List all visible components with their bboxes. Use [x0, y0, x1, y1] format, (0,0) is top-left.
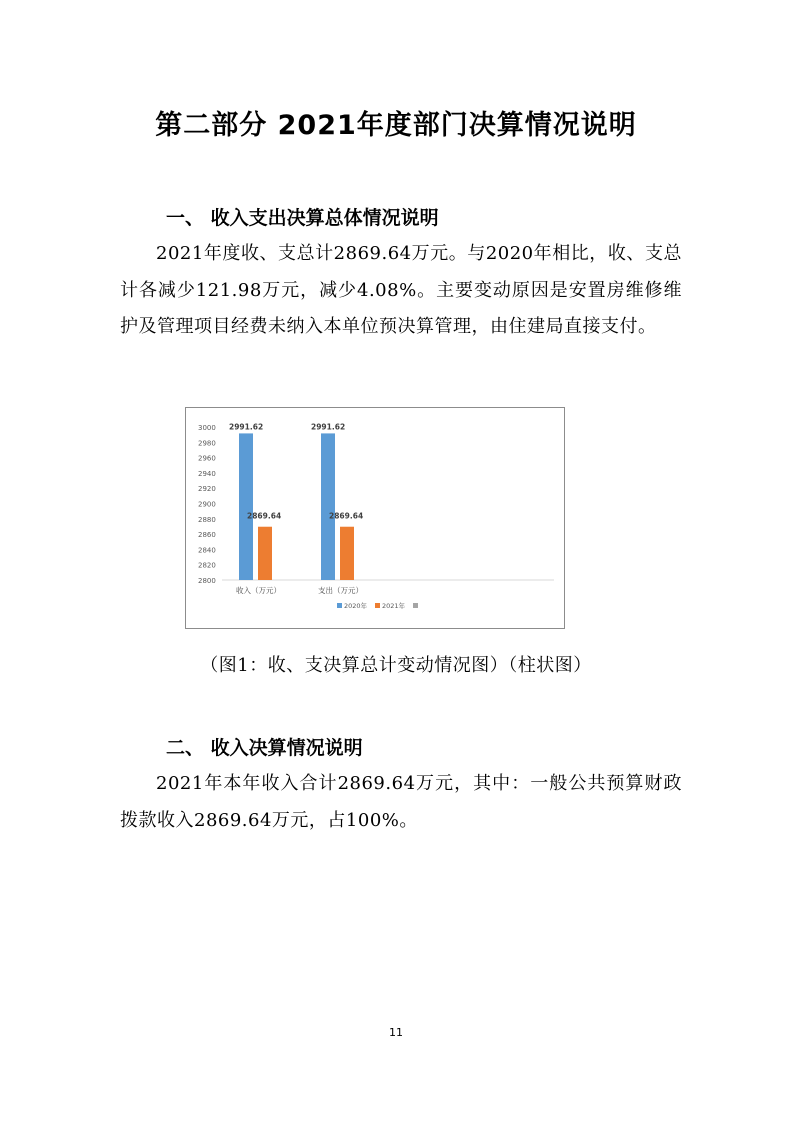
y-tick-label: 2900 — [198, 500, 216, 509]
y-tick-label: 2800 — [198, 577, 216, 585]
page-number: 11 — [389, 1026, 403, 1039]
legend-swatch — [413, 603, 418, 608]
data-label: 2869.64 — [247, 511, 282, 521]
bar-2020 — [321, 433, 335, 580]
y-tick-label: 2920 — [198, 485, 216, 494]
section-1-heading: 一、 收入支出决算总体情况说明 — [166, 207, 439, 229]
data-label: 2869.64 — [329, 511, 364, 521]
section-2-paragraph: 2021年本年收入合计2869.64万元，其中：一般公共预算财政拨款收入2869.64万元，占100%。 — [120, 773, 682, 831]
y-tick-label: 2860 — [198, 531, 216, 540]
y-tick-label: 2840 — [198, 546, 216, 555]
y-tick-label: 2880 — [198, 515, 216, 524]
legend-label: 2021年 — [382, 602, 406, 610]
bar-chart — [186, 408, 564, 628]
y-tick-label: 2980 — [198, 439, 216, 448]
data-label: 2991.62 — [229, 422, 264, 432]
data-label: 2991.62 — [311, 422, 346, 432]
legend-swatch — [337, 603, 342, 608]
y-tick-label: 2960 — [198, 454, 216, 463]
bar-chart-frame — [185, 407, 565, 629]
y-tick-label: 3000 — [198, 424, 216, 432]
x-tick-label: 支出（万元） — [318, 586, 363, 595]
page-title: 第二部分 2021年度部门决算情况说明 — [155, 110, 637, 141]
bar-2021 — [258, 527, 272, 580]
section-2-heading: 二、 收入决算情况说明 — [166, 737, 363, 759]
legend-swatch — [375, 603, 380, 608]
bar-2021 — [340, 527, 354, 580]
y-tick-label: 2940 — [198, 469, 216, 478]
figure-caption: （图1：收、支决算总计变动情况图）（柱状图） — [200, 655, 592, 676]
x-tick-label: 收入（万元） — [236, 586, 281, 595]
bar-2020 — [239, 433, 253, 580]
legend-label: 2020年 — [344, 602, 368, 610]
section-1-paragraph: 2021年度收、支总计2869.64万元。与2020年相比，收、支总计各减少121.98万元，减少4.08%。主要变动原因是安置房维修维护及管理项目经费未纳入本单位预决算管理，由住建局直接支付。 — [120, 243, 682, 337]
y-tick-label: 2820 — [198, 561, 216, 570]
